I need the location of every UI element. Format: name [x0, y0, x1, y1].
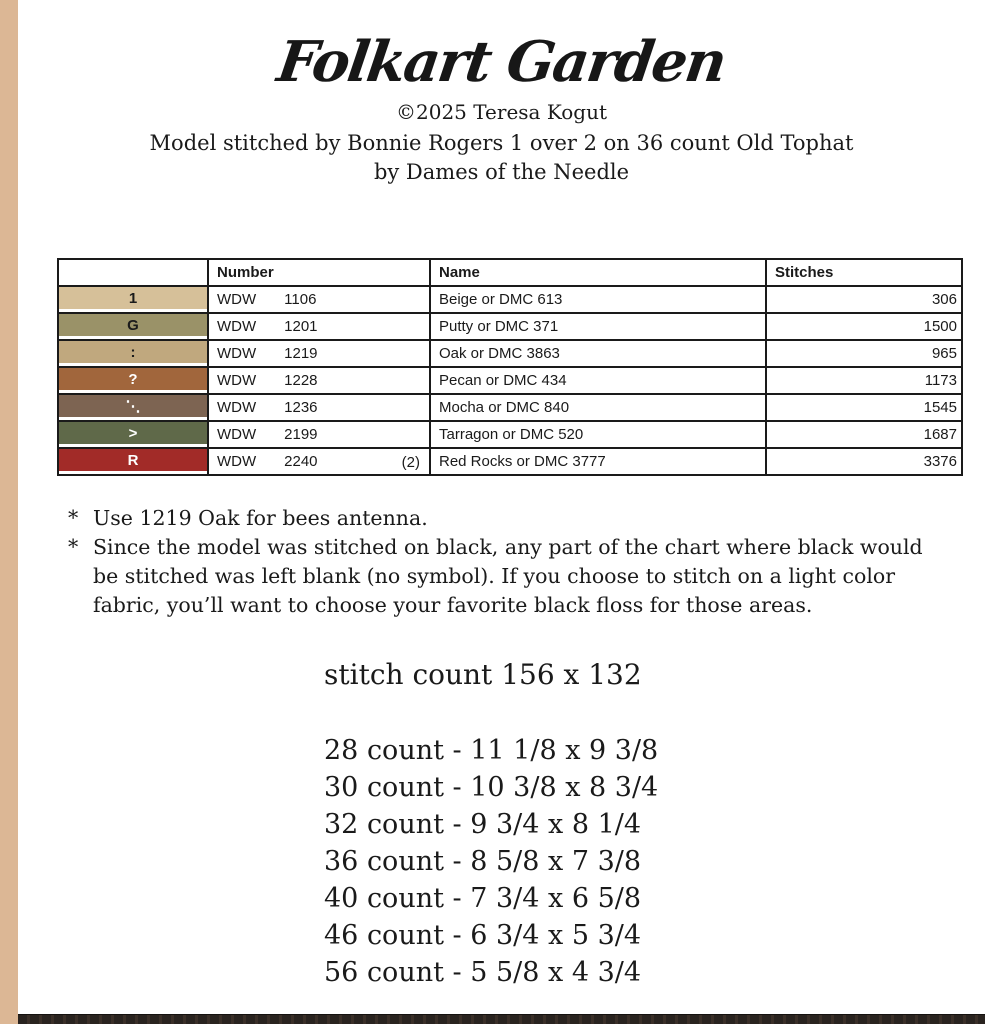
- stitch-total: 1173: [766, 367, 962, 394]
- thread-legend-table: [57, 258, 963, 476]
- color-swatch: [59, 395, 207, 417]
- pattern-header: [18, 26, 985, 187]
- thread-brand: WDW: [217, 345, 257, 362]
- thread-number: 1201: [284, 318, 318, 335]
- color-swatch: [59, 287, 207, 309]
- thread-number: 1219: [284, 345, 318, 362]
- note-bullet: *: [68, 535, 79, 559]
- model-stitched-line: Model stitched by Bonnie Rogers 1 over 2 on 36 count Old Tophat: [149, 131, 854, 155]
- thread-number: 1106: [284, 291, 317, 308]
- legend-table-body: [58, 286, 962, 475]
- note-item: [57, 533, 935, 620]
- thread-name: Tarragon or DMC 520: [430, 421, 766, 448]
- table-row: [58, 394, 962, 421]
- thread-brand: WDW: [217, 291, 257, 308]
- table-header-row: [58, 259, 962, 286]
- thread-brand: WDW: [217, 399, 257, 416]
- thread-name: Putty or DMC 371: [430, 313, 766, 340]
- symbol-glyph: ?: [128, 370, 138, 388]
- color-swatch: [59, 341, 207, 363]
- symbol-glyph: :: [130, 343, 136, 361]
- thread-brand: WDW: [217, 426, 257, 443]
- symbol-glyph: 1: [128, 289, 138, 307]
- pattern-notes: [57, 504, 935, 620]
- note-bullet: *: [68, 506, 79, 530]
- fabric-size-line: 56 count - 5 5/8 x 4 3/4: [324, 957, 642, 988]
- stitch-total: 1687: [766, 421, 962, 448]
- fabric-size-line: 30 count - 10 3/8 x 8 3/4: [324, 772, 659, 803]
- table-row: [58, 313, 962, 340]
- thread-brand: WDW: [217, 318, 257, 335]
- stitch-total: 306: [766, 286, 962, 313]
- thread-name: Pecan or DMC 434: [430, 367, 766, 394]
- next-page-chart-edge: [18, 1014, 985, 1024]
- note-text: Since the model was stitched on black, any part of the chart where black would be stitched was left blank (no symbol). If you choose to stitch on a light color fabric, you’ll want to choose your favorite black floss for those areas.: [93, 535, 923, 617]
- header-symbol: [58, 259, 208, 286]
- thread-number: 1236: [284, 399, 318, 416]
- note-item: [57, 504, 935, 533]
- thread-brand: WDW: [217, 453, 257, 470]
- thread-name: Mocha or DMC 840: [430, 394, 766, 421]
- fabric-size-line: 32 count - 9 3/4 x 8 1/4: [324, 809, 642, 840]
- header-number: Number: [208, 259, 430, 286]
- stitch-total: 1545: [766, 394, 962, 421]
- header-stitches: Stitches: [766, 259, 962, 286]
- thread-number: 2199: [284, 426, 318, 443]
- table-row: [58, 340, 962, 367]
- color-swatch: [59, 422, 207, 444]
- symbol-glyph: >: [128, 424, 138, 442]
- thread-number: 1228: [284, 372, 318, 389]
- stitch-total: 1500: [766, 313, 962, 340]
- table-row: [58, 367, 962, 394]
- skein-count: (2): [401, 454, 420, 471]
- fabric-size-line: 36 count - 8 5/8 x 7 3/8: [324, 846, 642, 877]
- stitch-total: 965: [766, 340, 962, 367]
- header-name: Name: [430, 259, 766, 286]
- color-swatch: [59, 449, 207, 471]
- fabric-size-line: 40 count - 7 3/4 x 6 5/8: [324, 883, 642, 914]
- fabric-size-line: 46 count - 6 3/4 x 5 3/4: [324, 920, 642, 951]
- thread-name: Beige or DMC 613: [430, 286, 766, 313]
- pattern-title: Folkart Garden: [273, 29, 730, 95]
- table-row: [58, 448, 962, 475]
- thread-name: Oak or DMC 3863: [430, 340, 766, 367]
- stitch-count-section: [324, 658, 658, 991]
- color-swatch: [59, 368, 207, 390]
- adjacent-page-edge: [0, 0, 18, 1024]
- attribution-line: by Dames of the Needle: [373, 160, 630, 184]
- note-text: Use 1219 Oak for bees antenna.: [93, 506, 428, 530]
- symbol-glyph: G: [127, 316, 139, 334]
- symbol-glyph: ⋱: [125, 397, 141, 415]
- color-swatch: [59, 314, 207, 336]
- stitch-total: 3376: [766, 448, 962, 475]
- thread-brand: WDW: [217, 372, 257, 389]
- fabric-size-line: 28 count - 11 1/8 x 9 3/8: [324, 735, 659, 766]
- symbol-glyph: R: [127, 451, 139, 469]
- thread-name: Red Rocks or DMC 3777: [430, 448, 766, 475]
- stitch-count-heading: stitch count 156 x 132: [324, 658, 642, 691]
- table-row: [58, 286, 962, 313]
- table-row: [58, 421, 962, 448]
- copyright-line: ©2025 Teresa Kogut: [396, 100, 607, 124]
- thread-number: 2240: [284, 453, 318, 470]
